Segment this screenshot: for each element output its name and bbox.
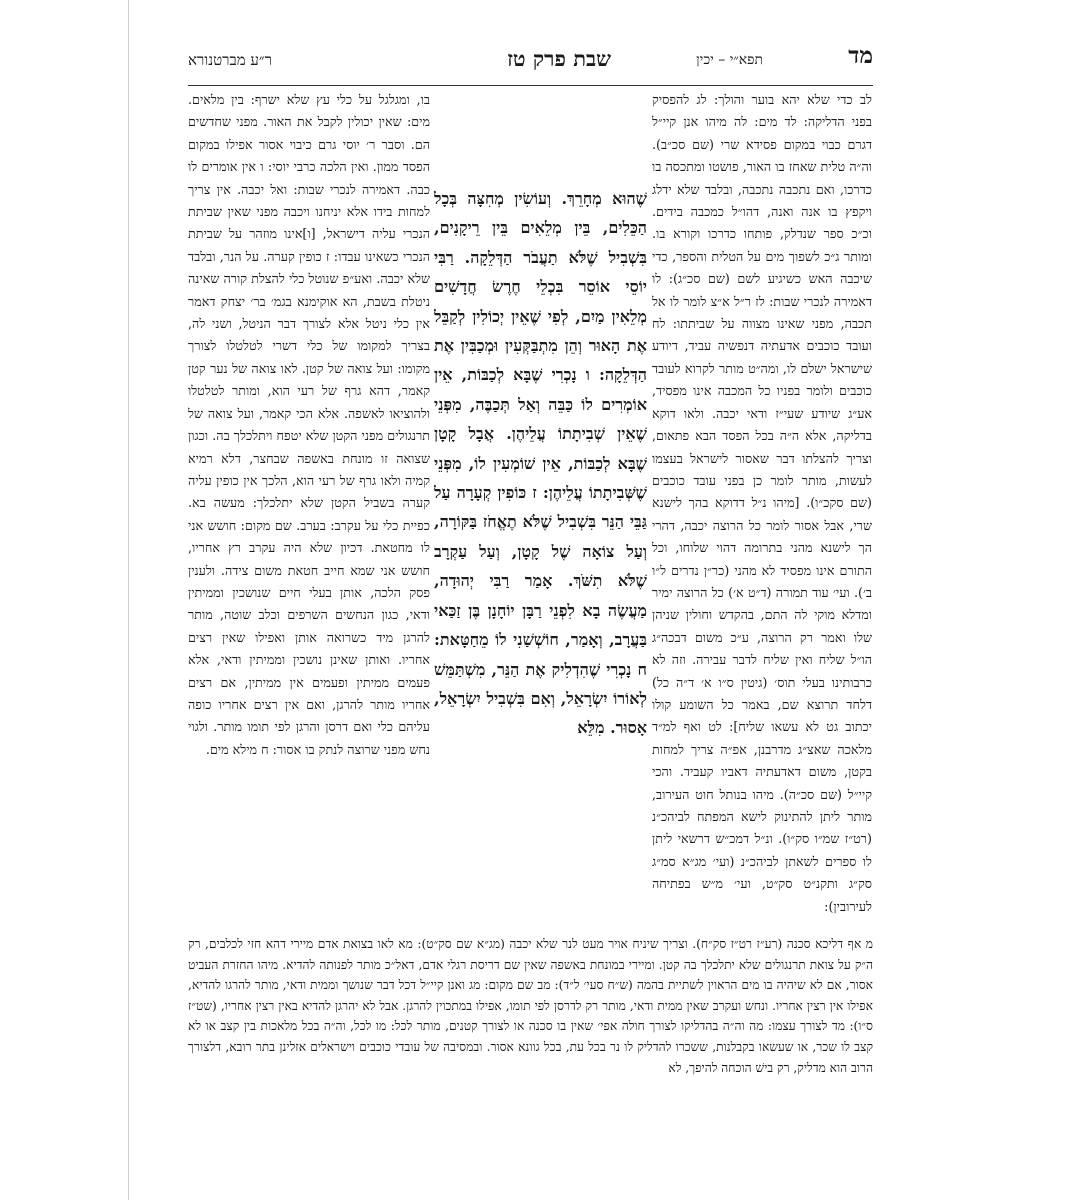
page-edge-line <box>128 0 129 1200</box>
header-divider <box>188 85 873 86</box>
tiferet-text: לב כדי שלא יהא בוער והולך: לג להפסיק בפני הדליקה: לד מים: לה מיהו אנן קיי״ל דגרם כבוי במקום פסידא שרי (שם סכ״ב). וה״ה טלית שאחז בו האור, פושטו ומתכסה בו כדרכו, ואם נתכבה נתכבה, ובלבד שלא ידלג ויקפץ בו אנה ואנה, דהו״ל כמכבה בידים. וכ״כ ספר שנדלק, פותחו כדרכו וקורא בו. ומותר ג״כ לשפוך מים על הטלית והספר, כדי שיכבה האש כשיגיע לשם (שם סכ״ג): לו דאמירה לנכרי שבות: לז ר״ל א״צ לומר לו אל תכבה, מפני שאינו מצווה על שביתתו: לח ועובד כוכבים אדעתיה דנפשיה עביד, דיודע שישראל ישלם לו, ומה״ט מותר לקרוא לעובד כוכבים ולומר בפניו כל המכבה אינו מפסיד, אע״ג שיודע שעי״ז ודאי יכבה. ולאו דוקא בדליקה, אלא ה״ה בכל הפסד הבא פתאום, וצריך להצלתו דבר שאסור לישראל בעצמו לעשות, מותר לומר כן בפני עובד כוכבים (שם סקכ״ו). [מיהו נ״ל דדוקא בהך לישנא שרי, אבל אסור לומר כל הרוצה יכבה, דהרי הך לישנא מהני בתרומה דהוי שלוחו, וכל התורם אינו מפסיד לא מהני (כר״ן נדרים ל״ו ב׳). ועי׳ עוד תמורה (ד״ט א׳) כל הרוצה ימיר ומדלא מוקי לה התם, בהקדש וחולין שניהן שלו ואמר רק הרוצה, ע״כ משום דבכה״ג הו״ל שליח ואין שליח לדבר עבירה. וזה לא כרבותינו בעלי תוס׳ (גיטין ס״ו א׳ ד״ה כל) דלחד תרוצא שם, באמר כל השומע קולו יכתוב גט לא עשאו שליח]: לט ואף למ״ד מלאכה שאצ״ג מדרבנן, אפ״ה צריך למחות בקטן, משום דאדעתיה דאביו קעביד. והכי קיי״ל (שם סכ״ה). מיהו בנותל חוט העירוב, מותר ליתן להתינוק לישא המפתח לביהכ״נ (רט״ז שמ״ו סק״ו). ונ״ל דמכ״ש דרשאי ליתן לו ספרים לשאתן לביהכ״נ (ועי׳ מג״א סמ״ג סק״ג ותקנ״ט סק״ט, ועי׳ מ״ש בפתיחה לעירובין): <box>652 92 872 914</box>
mishnah-text-block <box>434 184 647 807</box>
tiferet-footnotes <box>188 934 873 1104</box>
tiferet-yisrael-label: תפא״י – יכין <box>696 52 763 68</box>
bartenura-commentary <box>188 89 430 807</box>
chapter-title: שבת פרק טז <box>507 46 611 71</box>
page-number: מד <box>848 42 873 69</box>
bartenura-label: ר״ע מברטנורא <box>188 51 272 69</box>
footnote-text: מ אף דליכא סכנה (רע״ז רט״ז סק״ח). וצריך שיניח אויר מעט לנר שלא יכבה (מג״א שם סק״ט): מא לאו בצואת אדם מיירי דהא חזי לכלבים, רק ה״ק על צואת תרנגולים שלא יתלכלך בה קטן. ומיירי במונחת באשפה שאין שם דריסת רגלי אדם, דאל״כ מותר לפנותה להדיא. מיהו החזרת העביט אסור, אם לא שיהיה בו מים הראוין לשתיית בהמה (ש״ח סעי׳ ל״ד): מב שם מקום: מג ואנן קיי״ל דכל דבר שנושך וממית ודאי, מותר להרגו להדיא, אפילו אין רצין אחריו. ונחש ועקרב שאין ממית ודאי, מותר רק לדרסן לפי תומו, אפילו במתכוין להרגן. אבל לא יהרגן להדיא באין רצין אחריו, (שט״ז ס״ו): מד לצורך עצמו: מה וה״ה בהדליקו לצורך חולה אפי׳ שאין בו סכנה או לצורך קטנים, מותר לכל: מו לכל, וה״ה בכל מלאכות בין קצב או לא קצב לו שכר, או שעשאו בקבלנות, ששכרו להדליק לו נר בכל עת, בכל גוונא אסור. ובמסיבה של עובדי כוכבים וישראלים אזלינן בתר רובא, דלצורך הרוב הוא מדליק, רק בישׁ הוכחה להיפך, לא <box>188 937 873 1075</box>
bartenura-text: בו, ומגלגל על כלי עץ שלא ישרף: בין מלאים. מים: שאין יכולין לקבל את האור. מפני שחדשים הם. וסבר ר׳ יוסי גרם כיבוי אסור אפילו במקום הפסד ממון. ואין הלכה כרבי יוסי: ו אין אומרים לו כבה. דאמירה לנכרי שבות: ואל יכבה. אין צריך למחות בידו אלא יניחנו ויכבה מפני שאין שביתת הנכרי עליה דישראל, [ו]אינו מוזהר על שביתת הנכרי כשאינו עבדו: ז כופין קערה. על הנר, ובלבד שלא יכבה. ואע״פ שנוטל כלי להצלת קורה שאינה ניטלת בשבת, הא אוקימנא בגמ׳ בר׳ יצחק דאמר אין כלי ניטל אלא לצורך דבר הניטל, ושני לה, בצריך למקומו של כלי דשרי לטלטלו לצורך מקומו: ועל צואה של קטן. לאו צואה של נער קטן קאמר, דהא גרף של רעי הוא, ומותר לטלטלו ולהוציאו לאשפה. אלא הכי קאמר, ועל צואה של תרנגולים מפני הקטן שלא יטפח ויתלכלך בה. וכגון שצואה זו מונחת באשפה שבחצר, דלא רמיא קמיה ולאו גרף של רעי הוא, הלכך אין כופין עליה קערה בשביל הקטן שלא יתלכלך: מעשה בא. כפיית כלי על עקרב: בערב. שם מקום: חושש אני לו מחטאת. דכיון שלא היה עקרב רץ אחריו, חושש אני שמא חייב חטאת משום צידה. ולענין פסק הלכה, אותן בעלי חיים שנושכין וממיתין ודאי, כגון הנחשים השרפים וכלב שוטה, מותר להרגן מיד כשרואה אותן ואפילו שאין רצים אחריו. ואותן שאינן נושכין וממיתין ודאי, אלא פעמים ממיתין ופעמים אין ממיתין, אם רצים אחריו מותר להרגן, ואם אין רצים אחריו כופה עליהם כלי ואם דרסן והרגן לפי תומו מותר. ולגוי נחש מפני שרוצה לנתק בו אסור: ח מילא מים. <box>188 92 430 757</box>
mishnah-text: שֶׁהוּא מְחָרֵךְ. וְעוֹשִׂין מְחִצָּה בְּכָל הַכֵּלִים, בֵּין מְלֵאִים בֵּין רֵיקָנִים, בִּשְׁבִיל שֶׁלֹּא תַעֲבֹר הַדְּלֵקָה. רַבִּי יוֹסֵי אוֹסֵר בִּכְלֵי חֶרֶשׂ חֲדָשִׁים מְלֵאִין מַיִם, לְפִי שֶׁאֵין יְכוֹלִין לְקַבֵּל אֶת הָאוּר וְהֵן מִתְבַּקְּעִין וּמְכַבִּין אֶת הַדְּלֵקָה: ו נָכְרִי שֶׁבָּא לְכַבּוֹת, אֵין אוֹמְרִים לוֹ כַּבֵּה וְאַל תְּכַבֶּה, מִפְּנֵי שֶׁאֵין שְׁבִיתָתוֹ עֲלֵיהֶן. אֲבָל קָטָן שֶׁבָּא לְכַבּוֹת, אֵין שׁוֹמְעִין לוֹ, מִפְּנֵי שֶׁשְּׁבִיתָתוֹ עֲלֵיהֶן: ז כּוֹפִין קְעָרָה עַל גַּבֵּי הַנֵּר בִּשְׁבִיל שֶׁלֹּא תֶאֱחֹז בַּקּוֹרָה, וְעַל צוֹאָה שֶׁל קָטָן, וְעַל עַקְרָב שֶׁלֹּא תִשֹּׁךְ. אָמַר רַבִּי יְהוּדָה, מַעֲשֶׂה בָא לִפְנֵי רַבָּן יוֹחָנָן בֶּן זַכַּאי בַּעֲרָב, וְאָמַר, חוֹשְׁשַׁנִי לוֹ מֵחַטָּאת: ח נָכְרִי שֶׁהִדְלִיק אֶת הַנֵּר, מִשְׁתַּמֵּשׁ לְאוֹרוֹ יִשְׂרָאֵל, וְאִם בִּשְׁבִיל יִשְׂרָאֵל, אָסוּר. מִלֵּא <box>434 189 647 738</box>
tiferet-yisrael-commentary <box>652 89 872 914</box>
